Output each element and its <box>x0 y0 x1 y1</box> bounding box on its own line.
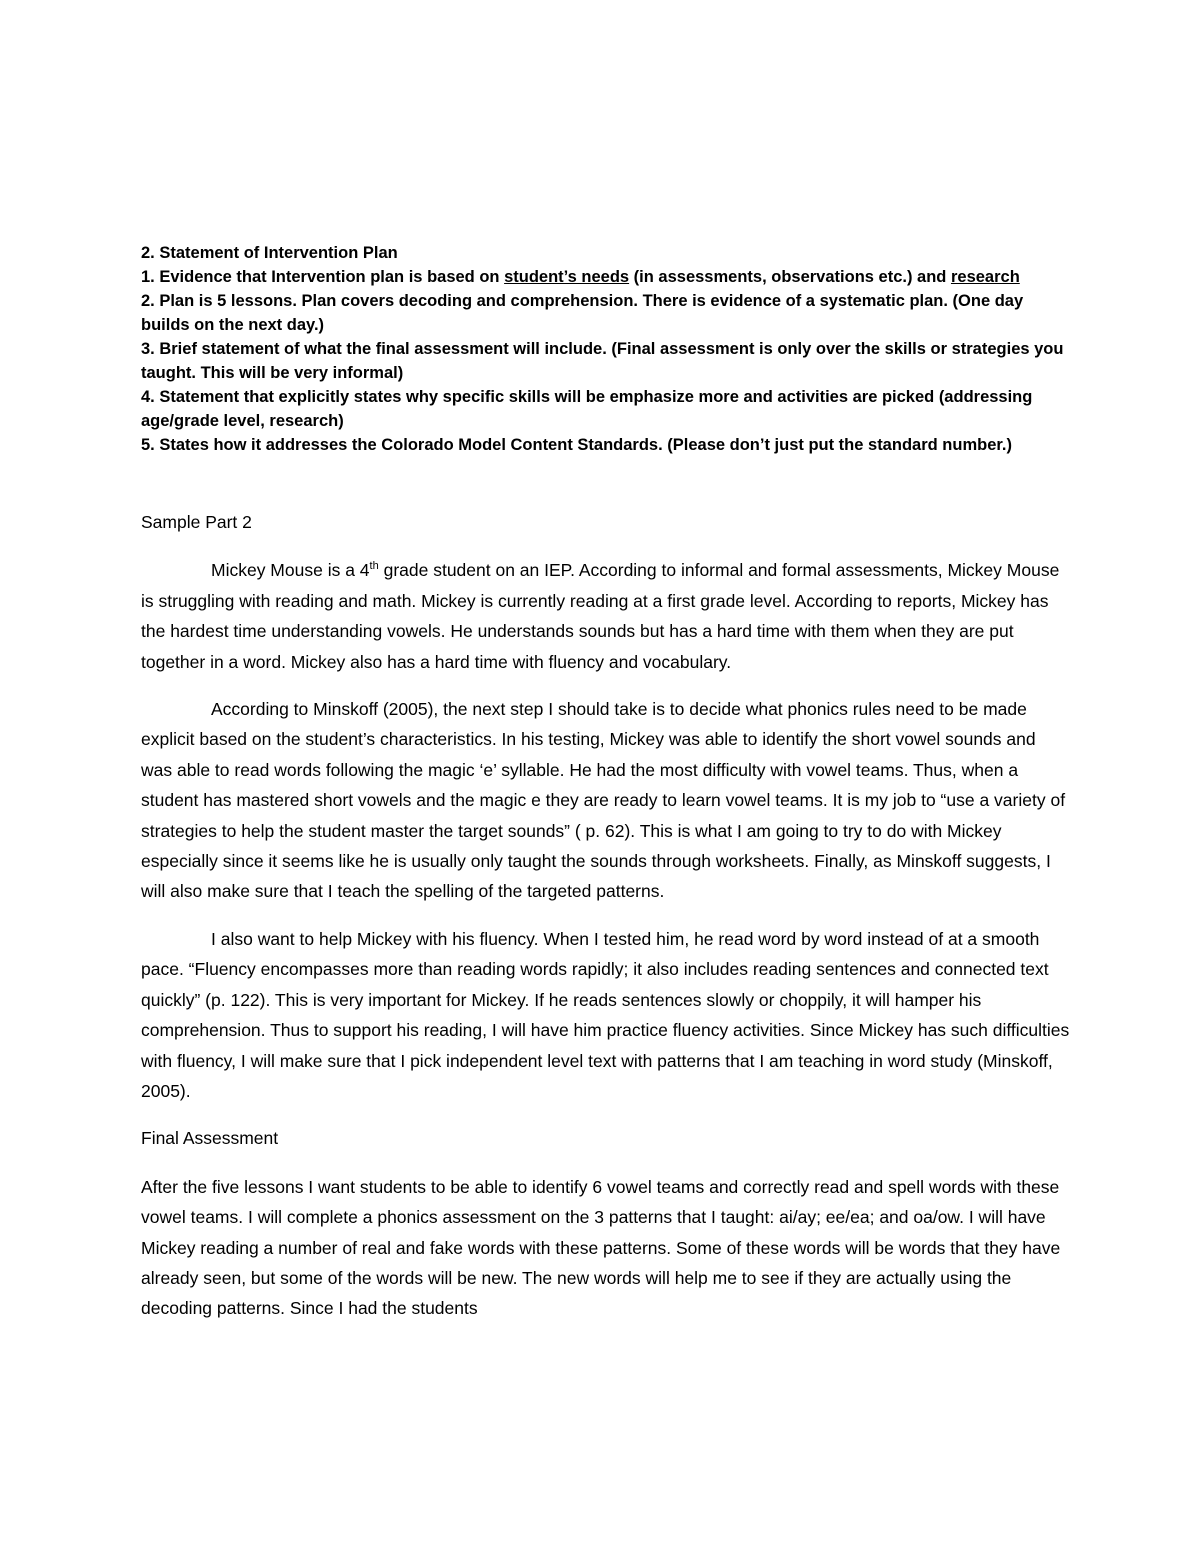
rubric-criteria <box>141 241 1071 457</box>
criterion-3: 3. Brief statement of what the final assessment will include. (Final assessment is only over the skills or strategies you taught. This will be very informal) <box>141 340 1064 382</box>
ordinal-superscript: th <box>369 560 379 573</box>
paragraph-1-rest: grade student on an IEP. According to informal and formal assessments, Mickey Mouse is struggling with reading and math. Mickey is currently reading at a first grade level. According to reports, Mickey has the hardest time understanding vowels. He understands sounds but has a hard time with them when they are put together in a word. Mickey also has a hard time with fluency and vocabulary. <box>141 560 1060 672</box>
criterion-2: 2. Plan is 5 lessons. Plan covers decoding and comprehension. There is evidence of a systematic plan. (One day builds on the next day.) <box>141 292 1024 334</box>
criterion-5: 5. States how it addresses the Colorado Model Content Standards. (Please don’t just put the standard number.) <box>141 436 1012 454</box>
paragraph-4: After the five lessons I want students to be able to identify 6 vowel teams and correctly read and spell words with these vowel teams. I will complete a phonics assessment on the 3 patterns that I taught: ai/ay; ee/ea; and oa/ow. I will have Mickey reading a number of real and fake words with these patterns. Some of these words will be words that they have already seen, but some of the words will be new. The new words will help me to see if they are actually using the decoding patterns. Since I had the students <box>141 1176 1061 1319</box>
paragraph-2: According to Minskoff (2005), the next step I should take is to decide what phonics rules need to be made explicit based on the student’s characteristics. In his testing, Mickey was able to identify the short vowel sounds and was able to read words following the magic ‘e’ syllable. He had the most difficulty with vowel teams. Thus, when a student has mastered short vowels and the magic e they are ready to learn vowel teams. It is my job to “use a variety of strategies to help the student master the target sounds” ( p. 62). This is what I am going to try to do with Mickey especially since it seems like he is usually only taught the sounds through worksheets. Finally, as Minskoff suggests, I will also make sure that I teach the spelling of the targeted patterns. <box>141 699 1066 902</box>
criterion-1-text: 1. Evidence that Intervention plan is based on <box>141 268 505 286</box>
students-needs-underline: student’s needs <box>504 268 630 286</box>
final-assessment-heading: Final Assessment <box>141 1128 279 1149</box>
paragraph-1 <box>141 555 1071 677</box>
section-title: 2. Statement of Intervention Plan <box>141 244 398 262</box>
paragraph-1-start: Mickey Mouse is a 4 <box>211 560 370 581</box>
criterion-1 <box>141 265 1071 289</box>
criterion-1-middle: (in assessments, observations etc.) and <box>629 268 951 286</box>
sample-heading: Sample Part 2 <box>141 512 252 532</box>
paragraph-3: I also want to help Mickey with his fluency. When I tested him, he read word by word instead of at a smooth pace. “Fluency encompasses more than reading words rapidly; it also includes reading sentences and connected text quickly” (p. 122). This is very important for Mickey. If he reads sentences slowly or choppily, it will hamper his comprehension. Thus to support his reading, I will have him practice fluency activities. Since Mickey has such difficulties with fluency, I will make sure that I pick independent level text with patterns that I am teaching in word study (Minskoff, 2005). <box>141 928 1070 1101</box>
research-underline: research <box>950 268 1020 286</box>
sample-section <box>141 507 1071 1324</box>
criterion-4: 4. Statement that explicitly states why specific skills will be emphasize more and activities are picked (addressing age/grade level, research) <box>141 388 1033 430</box>
